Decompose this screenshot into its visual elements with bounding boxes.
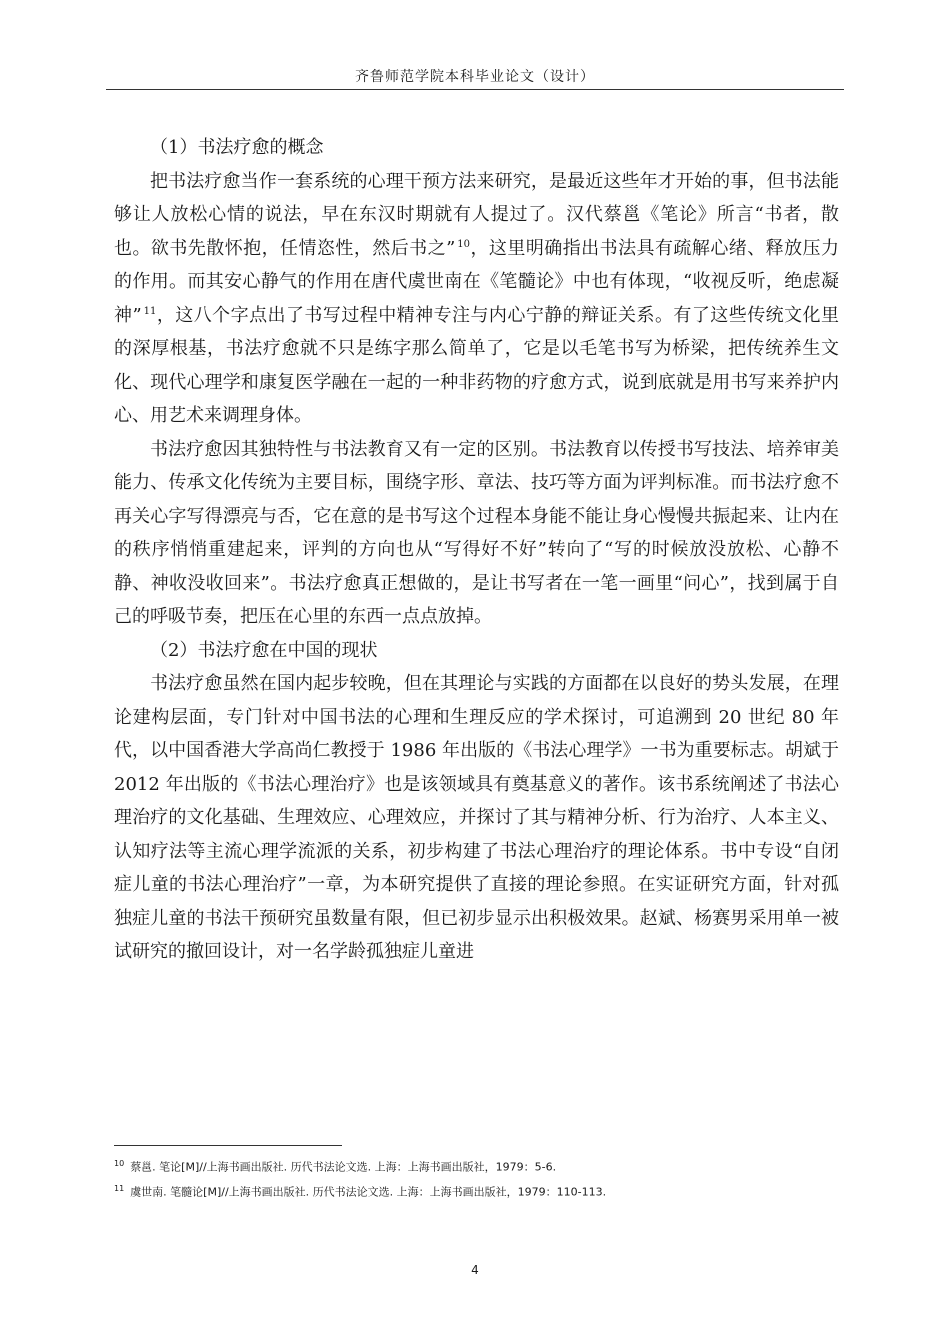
- footnote-separator: [114, 1145, 342, 1146]
- running-header: 齐鲁师范学院本科毕业论文（设计）: [355, 69, 595, 85]
- footnote-number: 11: [114, 1183, 125, 1193]
- footnote-item: [114, 1153, 839, 1178]
- footnote-text: 虞世南. 笔髓论[M]//上海书画出版社. 历代书法论文选. 上海：上海书画出版社，1979：110-113.: [130, 1185, 607, 1199]
- footnote-text: 蔡邕. 笔论[M]//上海书画出版社. 历代书法论文选. 上海：上海书画出版社，1979：5-6.: [130, 1160, 557, 1174]
- header-rule: [106, 89, 844, 90]
- paragraph-status: 书法疗愈虽然在国内起步较晚，但在其理论与实践的方面都在以良好的势头发展，在理论建构层面，专门针对中国书法的心理和生理反应的学术探讨，可追溯到 20 世纪 80 年代，以中国香港大学高尚仁教授于 1986 年出版的《书法心理学》一书为重要标志。胡斌于 2012 年出版的《书法心理治疗》也是该领域具有奠基意义的著作。该书系统阐述了书法心理治疗的文化基础、生理效应、心理效应，并探讨了其与精神分析、行为治疗、人本主义、认知疗法等主流心理学流派的关系，初步构建了书法心理治疗的理论体系。书中专设“自闭症儿童的书法心理治疗”一章，为本研究提供了直接的理论参照。在实证研究方面，针对孤独症儿童的书法干预研究虽数量有限，但已初步显示出积极效果。赵斌、杨赛男采用单一被试研究的撤回设计，对一名学龄孤独症儿童进: [114, 673, 839, 962]
- main-body: [114, 131, 839, 969]
- footnote-ref[interactable]: 11: [143, 305, 157, 317]
- page-number: 4: [471, 1263, 479, 1277]
- footnote-number: 10: [114, 1159, 125, 1168]
- section-heading-1: （1）书法疗愈的概念: [150, 137, 324, 158]
- paragraph-concept: [114, 165, 839, 433]
- paragraph-text: ，这里明确指出书法具有疏解心绪、释放压力的作用。而其安心静气的作用在唐代虞世南在《笔髓论》中也有体现，“收视反听，绝虑凝神”: [114, 237, 840, 326]
- footnote-ref[interactable]: 10: [457, 238, 471, 250]
- paragraph-text: ，这八个字点出了书写过程中精神专注与内心宁静的辩证关系。有了这些传统文化里的深厚根基，书法疗愈就不只是练字那么简单了，它是以毛笔书写为桥梁，把传统养生文化、现代心理学和康复医学融在一起的一种非药物的疗愈方式，说到底就是用书写来养护内心、用艺术来调理身体。: [114, 304, 840, 426]
- paragraph-distinction: 书法疗愈因其独特性与书法教育又有一定的区别。书法教育以传授书写技法、培养审美能力、传承文化传统为主要目标，围绕字形、章法、技巧等方面为评判标准。而书法疗愈不再关心字写得漂亮与否，它在意的是书写这个过程本身能不能让身心慢慢共振起来、让内在的秩序悄悄重建起来，评判的方向也从“写得好不好”转向了“写的时候放没放松、心静不静、神收没收回来”。书法疗愈真正想做的，是让书写者在一笔一画里“问心”，找到属于自己的呼吸节奏，把压在心里的东西一点点放掉。: [114, 438, 839, 627]
- section-heading-2: （2）书法疗愈在中国的现状: [150, 639, 378, 661]
- footnotes: [114, 1153, 839, 1202]
- paragraph-text: 把书法疗愈当作一套系统的心理干预方法来研究，是最近这些年才开始的事，但书法能够让人放松心情的说法，早在东汉时期就有人提过了。汉代蔡邕《笔论》所言“书者，散也。欲书先散怀抱，任情恣性，然后书之”: [114, 170, 839, 259]
- footnote-item: [114, 1178, 839, 1203]
